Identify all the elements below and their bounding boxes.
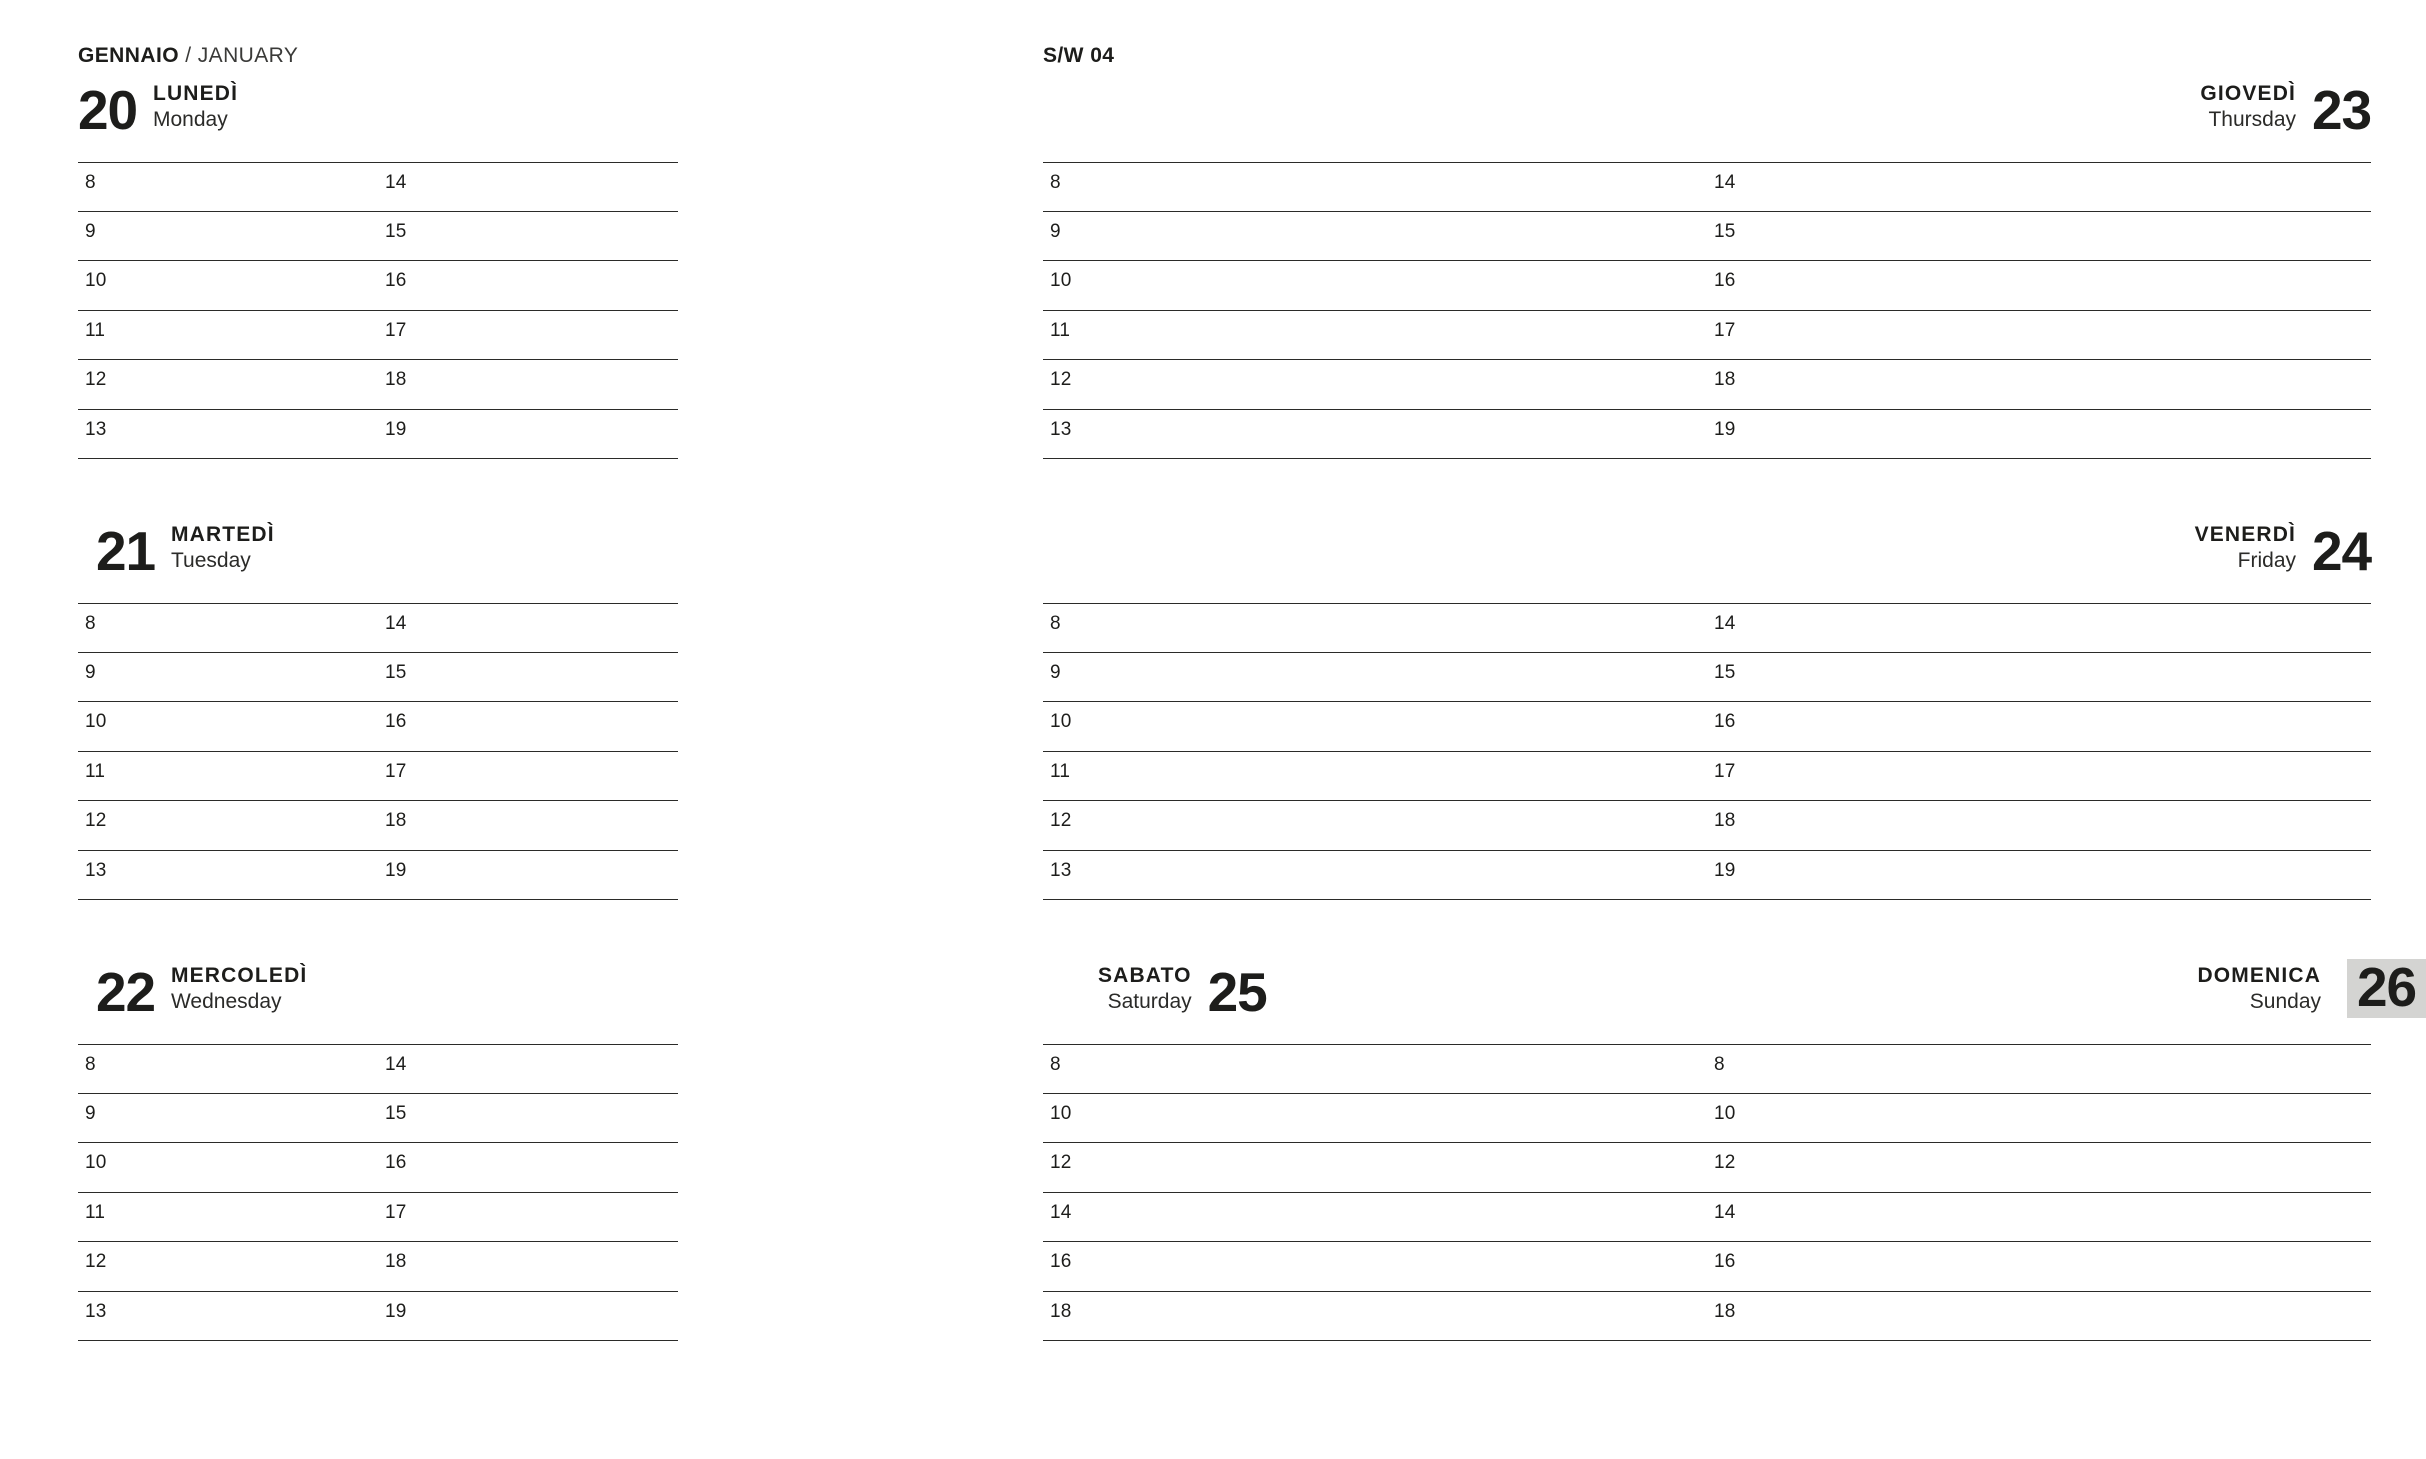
- hour-row[interactable]: [1707, 212, 2371, 262]
- hour-label: 19: [385, 1300, 407, 1322]
- day-number-22: 22: [96, 961, 155, 1024]
- month-header: [78, 0, 678, 74]
- hour-grid-21: [78, 603, 678, 900]
- hour-label: 9: [1050, 661, 1061, 683]
- spacer: [78, 900, 678, 956]
- hour-row[interactable]: [378, 851, 678, 901]
- day-names-21: [171, 523, 275, 577]
- day-names-25: [1098, 964, 1192, 1018]
- hour-row[interactable]: [1707, 1044, 2371, 1094]
- day-name-english-23: Thursday: [2208, 108, 2297, 132]
- hour-row[interactable]: [78, 702, 378, 752]
- hour-label: 16: [1050, 1251, 1072, 1272]
- hour-label: 14: [1714, 172, 1736, 193]
- day-header-23: [1043, 74, 2371, 142]
- hour-row[interactable]: [78, 653, 378, 703]
- hour-row[interactable]: [1707, 1242, 2371, 1292]
- hour-row[interactable]: [1043, 1193, 1707, 1243]
- hour-row[interactable]: [78, 1094, 378, 1144]
- hour-label: 17: [385, 760, 407, 782]
- right-page: [973, 0, 2416, 1459]
- hour-grid-20: [78, 162, 678, 459]
- hour-row[interactable]: [1043, 1242, 1707, 1292]
- hour-label: 14: [1714, 1201, 1736, 1223]
- hour-row[interactable]: [1707, 261, 2371, 311]
- day-header-21: [78, 515, 678, 583]
- hour-label: 15: [385, 220, 407, 242]
- month-name-english: JANUARY: [197, 44, 299, 67]
- month-header-separator: /: [178, 44, 198, 67]
- hour-label: 9: [85, 220, 96, 242]
- hour-label: 12: [85, 1251, 107, 1272]
- week-header: [1043, 0, 1398, 74]
- hour-row[interactable]: [1043, 360, 1707, 410]
- hour-label: 19: [385, 418, 407, 440]
- hour-row[interactable]: [1043, 752, 1707, 802]
- hour-row[interactable]: [378, 1143, 678, 1193]
- hour-row[interactable]: [378, 603, 678, 653]
- hour-column-sunday: [1707, 1044, 2371, 1341]
- day-number-26-highlighted: 26: [2347, 959, 2426, 1018]
- day-name-italian-22: MERCOLEDÌ: [170, 964, 308, 988]
- hour-label: 11: [85, 319, 106, 341]
- hour-row[interactable]: [1707, 1193, 2371, 1243]
- hour-grid-23: [1043, 162, 2371, 459]
- hour-label: 13: [85, 859, 107, 881]
- hour-label: 19: [1714, 859, 1736, 881]
- day-name-italian-20: LUNEDÌ: [152, 82, 239, 106]
- hour-label: 10: [1050, 1102, 1072, 1124]
- day-name-english-24: Friday: [2237, 549, 2297, 573]
- hour-label: 14: [385, 613, 407, 634]
- hour-row[interactable]: [378, 1094, 678, 1144]
- hour-label: 18: [385, 369, 407, 390]
- day-header-22: [78, 956, 678, 1024]
- hour-grid-weekend: [1043, 1044, 2371, 1341]
- hour-row[interactable]: [1043, 410, 1707, 460]
- day-header-26: [2197, 956, 2426, 1019]
- hour-row[interactable]: [78, 1193, 378, 1243]
- hour-label: 11: [1050, 319, 1071, 341]
- hour-row[interactable]: [1043, 1143, 1707, 1193]
- hour-row[interactable]: [1707, 851, 2371, 901]
- hour-label: 15: [1714, 661, 1736, 683]
- hour-row[interactable]: [78, 1044, 378, 1094]
- day-block-20: [78, 74, 678, 459]
- day-name-english-22: Wednesday: [170, 990, 282, 1014]
- day-block-24: [1043, 515, 2371, 900]
- day-header-25: [1098, 961, 1267, 1024]
- hour-column-afternoon-23: [1707, 162, 2371, 459]
- hour-column-saturday: [1043, 1044, 1707, 1341]
- hour-row[interactable]: [378, 1292, 678, 1342]
- hour-column-morning-22: [78, 1044, 378, 1341]
- hour-row[interactable]: [1043, 603, 1707, 653]
- hour-row[interactable]: [1707, 801, 2371, 851]
- hour-label: 8: [1714, 1054, 1725, 1075]
- hour-row[interactable]: [1707, 311, 2371, 361]
- hour-row[interactable]: [78, 801, 378, 851]
- hour-label: 16: [385, 711, 407, 732]
- hour-row[interactable]: [378, 702, 678, 752]
- hour-row[interactable]: [78, 603, 378, 653]
- hour-label: 9: [85, 1102, 96, 1124]
- day-number-20: 20: [78, 79, 137, 142]
- hour-label: 15: [385, 661, 407, 683]
- hour-label: 8: [85, 172, 96, 193]
- hour-row[interactable]: [78, 162, 378, 212]
- hour-label: 13: [1050, 859, 1072, 881]
- day-names-22: [171, 964, 307, 1018]
- day-block-weekend: [1043, 956, 2416, 1341]
- hour-grid-22: [78, 1044, 678, 1341]
- hour-label: 8: [85, 1054, 96, 1075]
- day-number-23: 23: [2312, 79, 2371, 142]
- hour-row[interactable]: [378, 653, 678, 703]
- day-number-24: 24: [2312, 520, 2371, 583]
- hour-label: 12: [1050, 810, 1072, 831]
- hour-label: 18: [1714, 810, 1736, 831]
- hour-label: 10: [1050, 270, 1072, 291]
- hour-row[interactable]: [78, 360, 378, 410]
- hour-row[interactable]: [78, 1242, 378, 1292]
- day-names-26: [2197, 964, 2321, 1018]
- day-names-24: [2195, 523, 2296, 577]
- hour-label: 15: [1714, 220, 1736, 242]
- hour-label: 11: [85, 760, 106, 782]
- hour-label: 19: [1714, 418, 1736, 440]
- hour-row[interactable]: [378, 162, 678, 212]
- day-number-21: 21: [96, 520, 155, 583]
- hour-row[interactable]: [378, 360, 678, 410]
- hour-label: 14: [1714, 613, 1736, 634]
- hour-row[interactable]: [1043, 311, 1707, 361]
- hour-label: 12: [85, 369, 107, 390]
- hour-label: 18: [385, 810, 407, 831]
- hour-column-afternoon-24: [1707, 603, 2371, 900]
- hour-row[interactable]: [1707, 1292, 2371, 1342]
- day-number-25: 25: [1207, 961, 1267, 1024]
- hour-label: 8: [85, 613, 96, 634]
- day-block-21: [78, 515, 678, 900]
- hour-row[interactable]: [78, 851, 378, 901]
- week-number: 04: [1090, 44, 1115, 67]
- hour-label: 9: [1050, 220, 1061, 242]
- hour-label: 12: [1714, 1152, 1736, 1173]
- hour-row[interactable]: [1043, 801, 1707, 851]
- hour-row[interactable]: [378, 1242, 678, 1292]
- day-name-italian-24: VENERDÌ: [2194, 523, 2297, 547]
- hour-label: 10: [1050, 711, 1072, 732]
- hour-row[interactable]: [1707, 410, 2371, 460]
- day-name-italian-21: MARTEDÌ: [170, 523, 275, 547]
- hour-label: 8: [1050, 1054, 1061, 1075]
- hour-grid-24: [1043, 603, 2371, 900]
- hour-row[interactable]: [1707, 603, 2371, 653]
- hour-row[interactable]: [78, 1143, 378, 1193]
- hour-row[interactable]: [78, 311, 378, 361]
- hour-label: 10: [1714, 1102, 1736, 1124]
- hour-row[interactable]: [78, 1292, 378, 1342]
- hour-row[interactable]: [1707, 752, 2371, 802]
- spacer: [1043, 900, 1398, 956]
- hour-label: 13: [85, 1300, 107, 1322]
- hour-row[interactable]: [1043, 1292, 1707, 1342]
- hour-row[interactable]: [1707, 702, 2371, 752]
- hour-column-morning-20: [78, 162, 378, 459]
- day-name-italian-26: DOMENICA: [2197, 964, 2322, 988]
- hour-label: 17: [385, 1201, 407, 1223]
- day-block-22: [78, 956, 678, 1341]
- hour-label: 10: [85, 1152, 107, 1173]
- hour-column-afternoon-22: [378, 1044, 678, 1341]
- hour-row[interactable]: [1043, 653, 1707, 703]
- hour-row[interactable]: [378, 212, 678, 262]
- day-name-english-25: Saturday: [1107, 990, 1192, 1014]
- hour-row[interactable]: [1043, 1044, 1707, 1094]
- day-name-italian-23: GIOVEDÌ: [2200, 82, 2297, 106]
- hour-label: 16: [1714, 1251, 1736, 1272]
- hour-row[interactable]: [78, 261, 378, 311]
- hour-label: 10: [85, 270, 107, 291]
- day-names-20: [153, 82, 238, 136]
- hour-row[interactable]: [1707, 360, 2371, 410]
- hour-label: 10: [85, 711, 107, 732]
- hour-label: 16: [385, 1152, 407, 1173]
- hour-label: 14: [385, 172, 407, 193]
- hour-label: 8: [1050, 172, 1061, 193]
- hour-label: 12: [1050, 369, 1072, 390]
- day-header-24: [1043, 515, 2371, 583]
- hour-row[interactable]: [378, 410, 678, 460]
- hour-label: 12: [85, 810, 107, 831]
- hour-row[interactable]: [378, 801, 678, 851]
- hour-label: 14: [1050, 1201, 1072, 1223]
- left-page: [0, 0, 973, 1459]
- hour-row[interactable]: [1707, 162, 2371, 212]
- hour-row[interactable]: [1043, 212, 1707, 262]
- hour-label: 15: [385, 1102, 407, 1124]
- hour-column-afternoon-20: [378, 162, 678, 459]
- hour-row[interactable]: [378, 311, 678, 361]
- hour-label: 11: [1050, 760, 1071, 782]
- day-header-20: [78, 74, 678, 142]
- day-block-23: [1043, 74, 2371, 459]
- day-name-english-20: Monday: [152, 108, 228, 132]
- hour-label: 14: [385, 1054, 407, 1075]
- hour-row[interactable]: [78, 752, 378, 802]
- month-name-italian: GENNAIO: [78, 44, 179, 67]
- day-name-italian-25: SABATO: [1098, 964, 1192, 988]
- hour-label: 17: [1714, 760, 1736, 782]
- hour-row[interactable]: [1043, 1094, 1707, 1144]
- hour-column-morning-21: [78, 603, 378, 900]
- hour-column-afternoon-21: [378, 603, 678, 900]
- hour-row[interactable]: [378, 1044, 678, 1094]
- hour-label: 9: [85, 661, 96, 683]
- hour-column-morning-23: [1043, 162, 1707, 459]
- hour-label: 16: [1714, 270, 1736, 291]
- hour-label: 19: [385, 859, 407, 881]
- weekend-header: [1043, 956, 2426, 1024]
- hour-label: 16: [385, 270, 407, 291]
- hour-row[interactable]: [78, 410, 378, 460]
- day-name-english-26: Sunday: [2249, 990, 2322, 1014]
- hour-row[interactable]: [1707, 1094, 2371, 1144]
- hour-row[interactable]: [1707, 653, 2371, 703]
- hour-label: 18: [1714, 1300, 1736, 1322]
- hour-column-morning-24: [1043, 603, 1707, 900]
- hour-label: 12: [1050, 1152, 1072, 1173]
- hour-label: 13: [85, 418, 107, 440]
- week-label: S/W: [1043, 44, 1091, 67]
- hour-row[interactable]: [378, 752, 678, 802]
- day-name-english-21: Tuesday: [170, 549, 251, 573]
- hour-row[interactable]: [378, 261, 678, 311]
- hour-row[interactable]: [1043, 851, 1707, 901]
- hour-row[interactable]: [1043, 702, 1707, 752]
- hour-label: 11: [85, 1201, 106, 1223]
- hour-label: 17: [385, 319, 407, 341]
- hour-row[interactable]: [1707, 1143, 2371, 1193]
- spacer: [78, 459, 678, 515]
- hour-label: 8: [1050, 613, 1061, 634]
- hour-row[interactable]: [78, 212, 378, 262]
- hour-label: 18: [1050, 1300, 1072, 1322]
- hour-row[interactable]: [1043, 261, 1707, 311]
- spacer: [1043, 459, 1398, 515]
- hour-label: 18: [1714, 369, 1736, 390]
- hour-row[interactable]: [378, 1193, 678, 1243]
- hour-label: 17: [1714, 319, 1736, 341]
- hour-label: 18: [385, 1251, 407, 1272]
- hour-label: 16: [1714, 711, 1736, 732]
- hour-row[interactable]: [1043, 162, 1707, 212]
- day-names-23: [2200, 82, 2296, 136]
- hour-label: 13: [1050, 418, 1072, 440]
